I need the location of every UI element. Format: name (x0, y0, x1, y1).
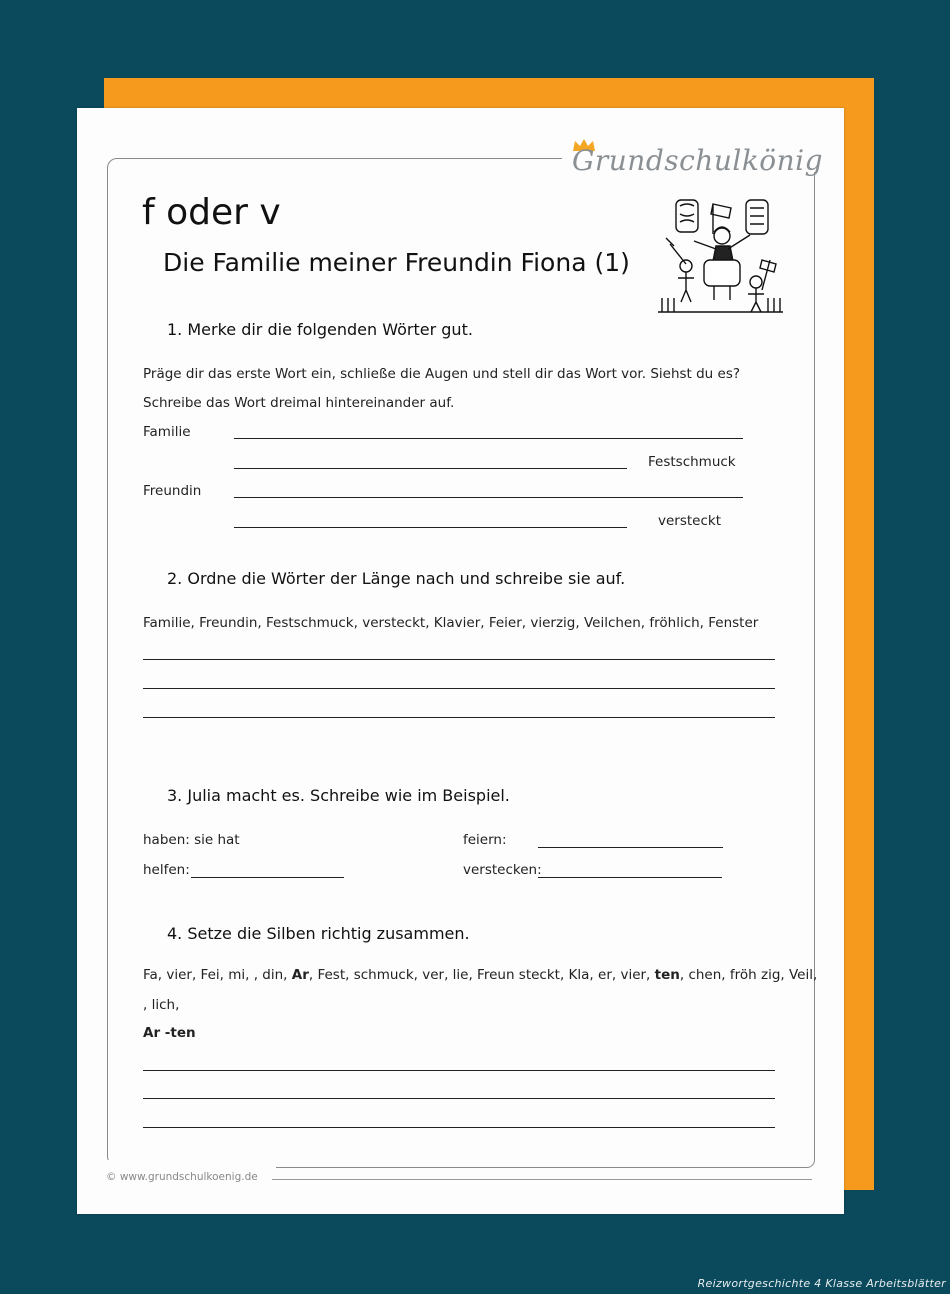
writing-line[interactable] (234, 438, 743, 439)
writing-line[interactable] (143, 717, 775, 718)
word-familie: Familie (143, 424, 191, 440)
word-versteckt: versteckt (658, 513, 722, 529)
answer-line[interactable] (191, 877, 344, 878)
writing-line[interactable] (143, 659, 775, 660)
task2-word-list: Familie, Freundin, Festschmuck, versteckt, Klavier, Feier, vierzig, Veilchen, fröhlich, Fenster (143, 615, 759, 631)
task3-heading: 3. Julia macht es. Schreibe wie im Beispiel. (167, 786, 510, 805)
answer-line[interactable] (538, 877, 722, 878)
task1-instruction-2: Schreibe das Wort dreimal hintereinander auf. (143, 395, 455, 411)
writing-line[interactable] (143, 1098, 775, 1099)
footer-url: © www.grundschulkoenig.de (106, 1171, 258, 1183)
writing-line[interactable] (234, 527, 627, 528)
worksheet-title: f oder v (142, 192, 281, 233)
task1-heading: 1. Merke dir die folgenden Wörter gut. (167, 320, 473, 339)
task1-instruction-1: Präge dir das erste Wort ein, schließe die Augen und stell dir das Wort vor. Siehst du es? (143, 366, 741, 382)
syllable-bold-ar: Ar (291, 967, 309, 983)
image-caption: Reizwortgeschichte 4 Klasse Arbeitsblätter (697, 1277, 946, 1290)
writing-line[interactable] (143, 1127, 775, 1128)
syllable-bold-ten: ten (654, 967, 680, 983)
task4-syllables-line-1 (143, 967, 817, 983)
answer-line[interactable] (538, 847, 723, 848)
grundschulkoenig-logo (572, 138, 822, 182)
logo-text: Grundschulkönig (572, 144, 824, 177)
task2-heading: 2. Ordne die Wörter der Länge nach und schreibe sie auf. (167, 569, 626, 588)
writing-line[interactable] (143, 688, 775, 689)
syllables-part: Fa, vier, Fei, mi, , din, (143, 967, 292, 983)
writing-line[interactable] (234, 468, 627, 469)
word-freundin: Freundin (143, 483, 202, 499)
syllables-part: , chen, fröh zig, Veil, (679, 967, 818, 983)
word-festschmuck: Festschmuck (648, 454, 736, 470)
writing-line[interactable] (143, 1070, 775, 1071)
task3-item-helfen: helfen: (143, 862, 190, 878)
family-illustration (658, 194, 783, 319)
writing-line[interactable] (234, 497, 743, 498)
task4-heading: 4. Setze die Silben richtig zusammen. (167, 924, 470, 943)
worksheet-subtitle: Die Familie meiner Freundin Fiona (1) (163, 248, 630, 277)
task4-example: Ar -ten (143, 1025, 196, 1041)
task3-example: haben: sie hat (143, 832, 240, 848)
footer-rule (272, 1179, 812, 1180)
task3-item-verstecken: verstecken: (463, 862, 542, 878)
task3-item-feiern: feiern: (463, 832, 507, 848)
syllables-part: , Fest, schmuck, ver, lie, Freun steckt, Kla, er, vier, (308, 967, 655, 983)
task4-syllables-line-2: , lich, (143, 997, 180, 1013)
